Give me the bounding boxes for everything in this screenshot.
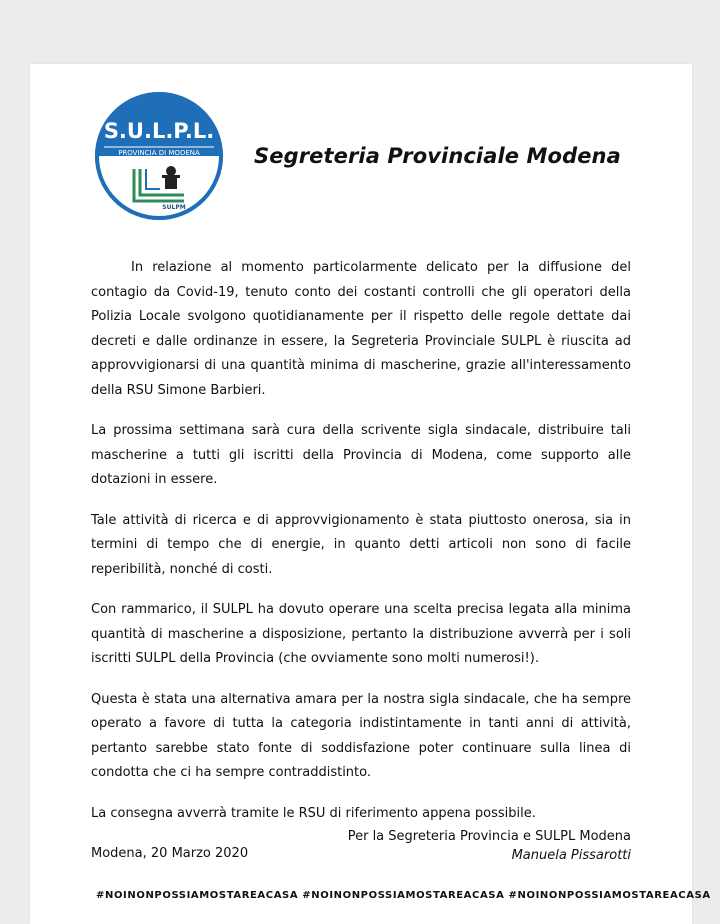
logo-subtitle: PROVINCIA DI MODENA: [118, 149, 200, 157]
paragraph: Con rammarico, il SULPL ha dovuto operare una scelta precisa legata alla minima quantità di mascherine a disposizione, pertanto la distribuzione avverrà per i soli iscritti SULPL della Provincia (che ovviamente sono molti numerosi!).: [91, 602, 631, 666]
sulpl-logo: [94, 91, 224, 221]
paragraph: In relazione al momento particolarmente delicato per la diffusione del contagio da Covid-19, tenuto conto dei costanti controlli che gli operatori della Polizia Locale svolgono quotidianamente per il rispetto delle regole dettate dai decreti e dalle ordinanze in essere, la Segreteria Provinciale SULPL è riuscita ad approvvigionarsi di una quantità minima di mascherine, grazie all'interessamento della RSU Simone Barbieri.: [91, 260, 631, 398]
signature-name: Manuela Pissarotti: [511, 848, 631, 863]
logo-badge-text: SULPM: [162, 204, 186, 211]
logo-acronym: S.U.L.P.L.: [103, 119, 215, 143]
document-page: [30, 64, 711, 924]
hashtag-footer: #NOINONPOSSIAMOSTAREACASA #NOINONPOSSIAMOSTAREACASA #NOINONPOSSIAMOSTAREACASA: [96, 890, 711, 901]
dateline: Modena, 20 Marzo 2020: [91, 846, 249, 861]
signature-block: [348, 827, 631, 865]
signature-line: Per la Segreteria Provincia e SULPL Modena: [347, 829, 631, 844]
paragraph: Tale attività di ricerca e di approvvigionamento è stata piuttosto onerosa, sia in termini di tempo che di energie, in quanto detti articoli non sono di facile reperibilità, nonché di costi.: [91, 512, 631, 577]
paragraph: La consegna avverrà tramite le RSU di riferimento appena possibile.: [91, 805, 536, 821]
paragraph: La prossima settimana sarà cura della scrivente sigla sindacale, distribuire tali mascherine a tutti gli iscritti della Provincia di Modena, come supporto alle dotazioni in essere.: [91, 423, 631, 487]
letterhead-title: Segreteria Provinciale Modena: [254, 144, 621, 168]
paragraph: Questa è stata una alternativa amara per la nostra sigla sindacale, che ha sempre operato a favore di tutta la categoria indistintamente in tanti anni di attività, pertanto sarebbe stato fonte di soddisfazione poter continuare sulla linea di condotta che ci ha sempre contraddistinto.: [91, 691, 631, 780]
letter-body: [91, 256, 631, 867]
